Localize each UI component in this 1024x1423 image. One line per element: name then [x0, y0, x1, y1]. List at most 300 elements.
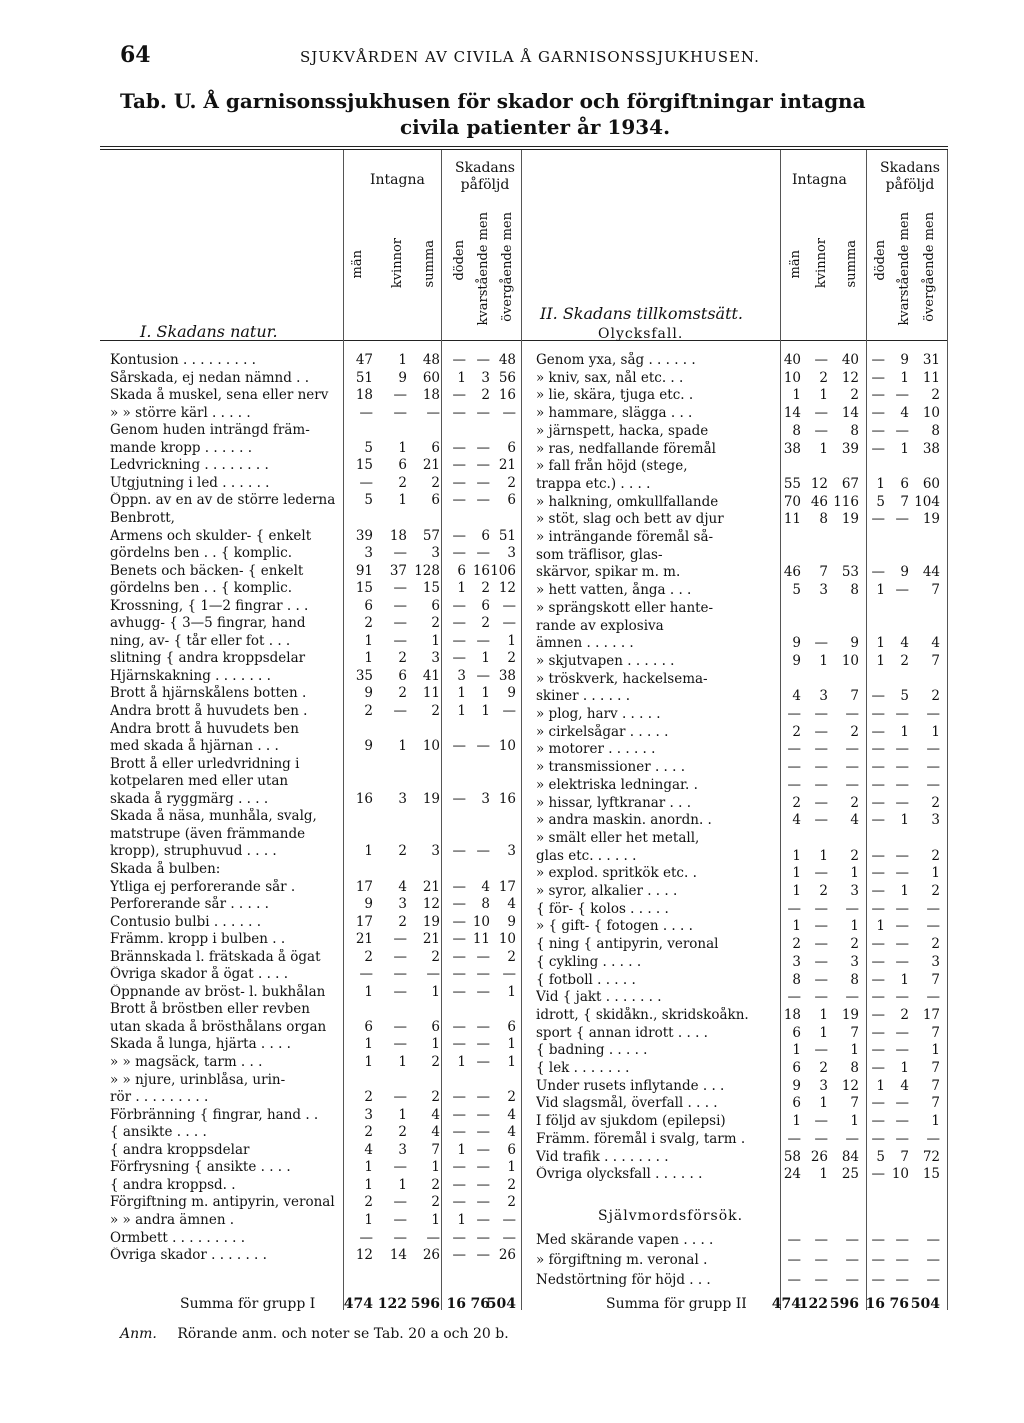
header-pafoljd-right: Skadans påföljd [880, 160, 940, 193]
cell-value: — [926, 759, 940, 776]
cell-value: — [845, 706, 859, 722]
cell-value: 2 [819, 369, 828, 386]
cell-value: 12 [498, 580, 516, 597]
cell-value: 1 [900, 1060, 909, 1076]
cell-value: 21 [422, 457, 440, 474]
header-summa-left: summa [422, 240, 437, 288]
cell-value: 46 [810, 493, 828, 510]
cell-value: 8 [850, 582, 859, 599]
cell-value: 2 [481, 580, 490, 597]
cell-value: — [926, 1130, 940, 1147]
cell-value: 24 [783, 1166, 801, 1183]
row-label: » fall från höjd (stege, [536, 458, 688, 475]
cell-value: 91 [355, 562, 373, 579]
cell-value: — [814, 759, 828, 776]
cell-value: 7 [850, 1024, 859, 1041]
sjalvmord-heading: Självmordsförsök. [598, 1208, 744, 1224]
cell-value: 2 [398, 685, 407, 702]
cell-value: 4 [900, 405, 909, 422]
cell-value: 48 [498, 352, 516, 368]
cell-value: 2 [398, 1124, 407, 1141]
cell-value: — [502, 703, 516, 719]
row-label: Förbränning { fingrar, hand . . [110, 1106, 319, 1123]
cell-value: — [452, 387, 466, 404]
cell-value: 18 [389, 527, 407, 544]
cell-value: 26 [810, 1148, 828, 1165]
cell-value: 1 [364, 1036, 373, 1053]
cell-value: 128 [414, 562, 440, 579]
cell-value: — [476, 1229, 490, 1246]
row-label: idrott, { skidåkn., skridskoåkn. [536, 1006, 749, 1023]
cell-value: — [393, 703, 407, 719]
cell-value: — [393, 615, 407, 632]
row-label: Perforerande sår . . . . . [110, 896, 269, 913]
cell-value: 3 [457, 667, 466, 684]
row-label: matstrupe (även främmande [110, 825, 306, 842]
cell-value: 48 [422, 352, 440, 368]
cell-value: 3 [819, 1077, 828, 1094]
cell-value: 1 [819, 387, 828, 404]
row-label: Ledvrickning . . . . . . . . [110, 457, 269, 474]
row-label: » ras, nedfallande föremål [536, 440, 716, 457]
cell-value: 3 [431, 843, 440, 860]
cell-value: — [426, 1229, 440, 1246]
cell-value: 2 [398, 913, 407, 930]
row-label: Skada å bulben: [110, 860, 221, 877]
cell-value: 14 [389, 1247, 407, 1264]
cell-value: — [452, 545, 466, 562]
cell-value: 16 [498, 387, 516, 404]
cell-value: 1 [931, 1113, 940, 1130]
cell-value: — [426, 966, 440, 983]
cell-value: 7 [900, 493, 909, 510]
cell-value: — [845, 1232, 859, 1248]
cell-value: 4 [507, 1106, 516, 1123]
footnote-text: Rörande anm. och noter se Tab. 20 a och 20 b. [177, 1326, 509, 1342]
cell-value: 2 [850, 387, 859, 404]
row-label: sport { annan idrott . . . . [536, 1024, 708, 1041]
header-kvarst-right: kvarstående men [897, 212, 912, 326]
cell-value: 41 [422, 667, 440, 684]
cell-value: 2 [850, 723, 859, 740]
cell-value: — [393, 632, 407, 649]
cell-value: — [895, 1130, 909, 1147]
cell-value: 2 [364, 1194, 373, 1211]
cell-value: 8 [850, 422, 859, 439]
cell-value: — [895, 847, 909, 864]
cell-value: — [895, 1113, 909, 1130]
cell-value: 2 [507, 1089, 516, 1106]
cell-value: — [814, 741, 828, 758]
cell-value: 1 [364, 1159, 373, 1176]
cell-value: 4 [431, 1106, 440, 1123]
cell-value: 18 [355, 387, 373, 404]
cell-value: 1 [457, 369, 466, 386]
cell-value: 3 [931, 812, 940, 829]
row-label: slitning { andra kroppsdelar [110, 650, 306, 667]
row-label: » { gift- { fotogen . . . . [536, 918, 693, 935]
cell-value: — [926, 1232, 940, 1248]
cell-value: — [895, 387, 909, 404]
cell-value: 2 [819, 1060, 828, 1076]
cell-value: 1 [507, 1036, 516, 1053]
cell-value: 6 [431, 1018, 440, 1035]
cell-value: — [452, 913, 466, 930]
cell-value: — [895, 1272, 909, 1288]
cell-value: 3 [398, 896, 407, 913]
cell-value: — [476, 492, 490, 509]
header-man-left: män [350, 250, 365, 279]
row-label: » andra maskin. anordn. . [536, 812, 712, 829]
cell-value: — [393, 1229, 407, 1246]
row-label: kropp), struphuvud . . . . [110, 843, 277, 860]
cell-value: 10 [783, 369, 801, 386]
cell-value: — [476, 1194, 490, 1211]
cell-value: — [845, 776, 859, 793]
cell-value: — [895, 989, 909, 1006]
cell-value: 67 [841, 475, 859, 492]
header-kvinnor-left: kvinnor [390, 238, 405, 289]
cell-value: 3 [398, 1141, 407, 1158]
cell-value: 6 [431, 492, 440, 509]
cell-value: — [393, 597, 407, 614]
cell-value: — [452, 650, 466, 667]
table-row [536, 1230, 948, 1252]
cell-value: — [452, 1089, 466, 1106]
title-line-2: civila patienter år 1934. [399, 115, 671, 139]
header-man-right: män [788, 250, 803, 279]
cell-value: — [871, 900, 885, 917]
row-label: Armens och skulder- { enkelt [110, 527, 312, 544]
row-label: Krossning, { 1—2 fingrar . . . [110, 597, 309, 614]
summary-value: 474 [343, 1296, 373, 1312]
table-row [536, 1270, 948, 1292]
cell-value: 19 [841, 1006, 859, 1023]
cell-value: — [814, 865, 828, 882]
cell-value: 21 [355, 931, 373, 948]
row-label: som träflisor, glas- [536, 546, 663, 563]
cell-value: — [895, 794, 909, 811]
cell-value: 1 [876, 1077, 885, 1094]
cell-value: 3 [931, 953, 940, 970]
row-label: Ytliga ej perforerande sår . [110, 878, 296, 895]
cell-value: — [871, 1006, 885, 1023]
cell-value: — [871, 1272, 885, 1288]
cell-value: 72 [922, 1148, 940, 1165]
cell-value: 9 [507, 913, 516, 930]
cell-value: 6 [364, 1018, 373, 1035]
row-label: » » njure, urinblåsa, urin- [110, 1071, 286, 1088]
summary-value: 596 [829, 1296, 859, 1312]
cell-value: — [476, 1211, 490, 1228]
cell-value: 3 [819, 688, 828, 705]
cell-value: — [814, 1252, 828, 1268]
row-label: Skada å muskel, sena eller nerv [110, 387, 329, 404]
cell-value: — [393, 1018, 407, 1035]
row-label: { cykling . . . . . [536, 953, 642, 970]
row-label: { lek . . . . . . . [536, 1060, 630, 1076]
row-label: Främm. föremål i svalg, tarm . [536, 1130, 746, 1147]
cell-value: — [787, 1130, 801, 1147]
cell-value: 2 [431, 1194, 440, 1211]
cell-value: — [871, 776, 885, 793]
cell-value: 1 [481, 650, 490, 667]
row-label: » syror, alkalier . . . . [536, 883, 678, 899]
cell-value: — [814, 936, 828, 953]
cell-value: 4 [900, 635, 909, 652]
left-table [110, 350, 522, 1290]
cell-value: — [871, 352, 885, 368]
cell-value: — [476, 667, 490, 684]
cell-value: — [502, 1211, 516, 1228]
cell-value: 4 [507, 896, 516, 913]
cell-value: — [926, 989, 940, 1006]
row-label: { ansikte . . . . [110, 1124, 207, 1141]
cell-value: 4 [850, 812, 859, 829]
row-label: » cirkelsågar . . . . . [536, 723, 669, 740]
cell-value: 7 [819, 564, 828, 581]
cell-value: — [814, 635, 828, 652]
cell-value: 2 [431, 615, 440, 632]
row-label: » explod. spritkök etc. . [536, 865, 697, 882]
table-row [110, 1245, 522, 1267]
cell-value: — [814, 1272, 828, 1288]
cell-value: — [502, 966, 516, 983]
cell-value: 10 [422, 738, 440, 755]
cell-value: — [476, 1054, 490, 1070]
cell-value: 3 [507, 843, 516, 860]
cell-value: 10 [922, 405, 940, 422]
cell-value: 5 [876, 1148, 885, 1165]
cell-value: 44 [922, 564, 940, 581]
cell-value: — [476, 545, 490, 562]
summary-value: 596 [410, 1296, 440, 1312]
cell-value: — [393, 1194, 407, 1211]
cell-value: 14 [783, 405, 801, 422]
row-label: Under rusets inflytande . . . [536, 1077, 725, 1094]
page-number: 64 [120, 42, 151, 68]
cell-value: 7 [900, 1148, 909, 1165]
cell-value: 12 [810, 475, 828, 492]
cell-value: 15 [355, 580, 373, 597]
section-2-title: II. Skadans tillkomstsätt. [540, 304, 744, 323]
cell-value: 3 [481, 790, 490, 807]
cell-value: 2 [931, 387, 940, 404]
row-label: Övriga skador å ögat . . . . [110, 966, 289, 983]
section-1-title: I. Skadans natur. [140, 322, 278, 341]
cell-value: 17 [922, 1006, 940, 1023]
cell-value: — [895, 706, 909, 722]
cell-value: 2 [364, 948, 373, 965]
cell-value: — [871, 706, 885, 722]
running-head: SJUKVÅRDEN AV CIVILA Å GARNISONSSJUKHUSEN. [300, 48, 760, 66]
cell-value: — [452, 1247, 466, 1264]
cell-value: 1 [398, 492, 407, 509]
cell-value: 3 [819, 582, 828, 599]
cell-value: — [787, 1272, 801, 1288]
cell-value: 10 [891, 1166, 909, 1183]
cell-value: — [871, 369, 885, 386]
cell-value: — [871, 511, 885, 528]
cell-value: 9 [364, 738, 373, 755]
cell-value: — [452, 492, 466, 509]
cell-value: — [452, 352, 466, 368]
cell-value: — [476, 1247, 490, 1264]
cell-value: — [452, 457, 466, 474]
cell-value: — [871, 1024, 885, 1041]
cell-value: — [452, 966, 466, 983]
cell-value: 2 [431, 948, 440, 965]
right-summary-row [606, 1296, 948, 1318]
cell-value: 1 [431, 1211, 440, 1228]
cell-value: — [452, 439, 466, 456]
row-label: skada å ryggmärg . . . . [110, 790, 269, 807]
cell-value: 2 [931, 883, 940, 899]
title-line-1: Tab. U. Å garnisonssjukhusen för skador och förgiftningar intagna [120, 89, 866, 113]
cell-value: 39 [841, 440, 859, 457]
cell-value: — [502, 597, 516, 614]
cell-value: 3 [398, 790, 407, 807]
cell-value: — [787, 741, 801, 758]
row-label: Skada å lunga, hjärta . . . . [110, 1036, 291, 1053]
cell-value: 10 [472, 913, 490, 930]
cell-value: — [845, 1252, 859, 1268]
cell-value: 2 [431, 474, 440, 491]
row-label: Nedstörtning för höjd . . . [536, 1272, 711, 1288]
cell-value: — [871, 723, 885, 740]
cell-value: 2 [364, 1089, 373, 1106]
cell-value: 1 [850, 865, 859, 882]
cell-value: 9 [364, 685, 373, 702]
cell-value: — [393, 983, 407, 1000]
cell-value: — [452, 738, 466, 755]
cell-value: 1 [900, 723, 909, 740]
cell-value: 6 [364, 597, 373, 614]
row-label: { andra kroppsd. . [110, 1176, 236, 1193]
cell-value: — [502, 1229, 516, 1246]
cell-value: 1 [792, 387, 801, 404]
cell-value: 47 [355, 352, 373, 368]
cell-value: — [476, 843, 490, 860]
cell-value: 1 [931, 865, 940, 882]
row-label: Brännskada l. frätskada å ögat [110, 948, 321, 965]
cell-value: 1 [819, 847, 828, 864]
cell-value: 7 [931, 1095, 940, 1112]
cell-value: 1 [876, 475, 885, 492]
cell-value: 7 [931, 971, 940, 988]
row-label: ning, av- { tår eller fot . . . [110, 632, 291, 649]
cell-value: — [359, 1229, 373, 1246]
summary-value: 504 [486, 1296, 516, 1312]
cell-value: 6 [507, 492, 516, 509]
cell-value: 2 [364, 1124, 373, 1141]
cell-value: — [814, 1042, 828, 1059]
cell-value: 8 [481, 896, 490, 913]
cell-value: — [895, 511, 909, 528]
cell-value: — [871, 405, 885, 422]
cell-value: 8 [850, 1060, 859, 1076]
cell-value: — [895, 953, 909, 970]
cell-value: 1 [507, 632, 516, 649]
row-label: Sårskada, ej nedan nämnd . . [110, 369, 310, 386]
cell-value: 2 [431, 703, 440, 719]
row-label: mande kropp . . . . . . [110, 439, 253, 456]
table-row [536, 1164, 948, 1186]
cell-value: — [393, 948, 407, 965]
cell-value: 12 [841, 369, 859, 386]
summary-value: 16 [865, 1296, 885, 1312]
row-label: Förgiftning m. antipyrin, veronal [110, 1194, 335, 1211]
cell-value: 38 [922, 440, 940, 457]
row-label: utan skada å brösthålans organ [110, 1018, 327, 1035]
cell-value: 17 [355, 878, 373, 895]
cell-value: 3 [364, 1106, 373, 1123]
cell-value: — [871, 883, 885, 899]
cell-value: 21 [422, 878, 440, 895]
row-label: gördelns ben . . { komplic. [110, 545, 292, 562]
row-label: Främm. kropp i bulben . . [110, 931, 286, 948]
cell-value: 4 [398, 878, 407, 895]
cell-value: 7 [931, 582, 940, 599]
cell-value: 1 [507, 1054, 516, 1070]
cell-value: 1 [792, 883, 801, 899]
cell-value: — [814, 723, 828, 740]
cell-value: — [845, 900, 859, 917]
cell-value: — [895, 1095, 909, 1112]
cell-value: — [895, 582, 909, 599]
cell-value: 4 [900, 1077, 909, 1094]
cell-value: — [393, 545, 407, 562]
olycksfall-heading: Olycksfall. [598, 326, 684, 342]
cell-value: — [814, 989, 828, 1006]
cell-value: 53 [841, 564, 859, 581]
summary-value: 122 [377, 1296, 407, 1312]
cell-value: 1 [364, 1211, 373, 1228]
cell-value: 3 [481, 369, 490, 386]
cell-value: 4 [507, 1124, 516, 1141]
row-label: » stöt, slag och bett av djur [536, 511, 724, 528]
cell-value: 4 [364, 1141, 373, 1158]
row-label: I följd av sjukdom (epilepsi) [536, 1113, 726, 1130]
cell-value: 7 [431, 1141, 440, 1158]
header-intagna-left: Intagna [370, 172, 425, 188]
cell-value: — [871, 812, 885, 829]
row-label: rande av explosiva [536, 617, 664, 634]
top-rule-2 [100, 149, 948, 150]
cell-value: 1 [931, 1042, 940, 1059]
cell-value: — [871, 759, 885, 776]
cell-value: — [871, 847, 885, 864]
cell-value: 1 [931, 723, 940, 740]
cell-value: — [871, 1042, 885, 1059]
cell-value: — [452, 474, 466, 491]
cell-value: 116 [833, 493, 859, 510]
cell-value: 1 [900, 440, 909, 457]
cell-value: 9 [507, 685, 516, 702]
cell-value: 58 [783, 1148, 801, 1165]
cell-value: — [393, 580, 407, 597]
cell-value: 7 [850, 688, 859, 705]
cell-value: 38 [783, 440, 801, 457]
cell-value: — [359, 966, 373, 983]
cell-value: — [895, 422, 909, 439]
cell-value: 4 [481, 878, 490, 895]
cell-value: 1 [457, 703, 466, 719]
cell-value: 9 [398, 369, 407, 386]
cell-value: — [814, 918, 828, 935]
cell-value: — [926, 900, 940, 917]
cell-value: 11 [472, 931, 490, 948]
